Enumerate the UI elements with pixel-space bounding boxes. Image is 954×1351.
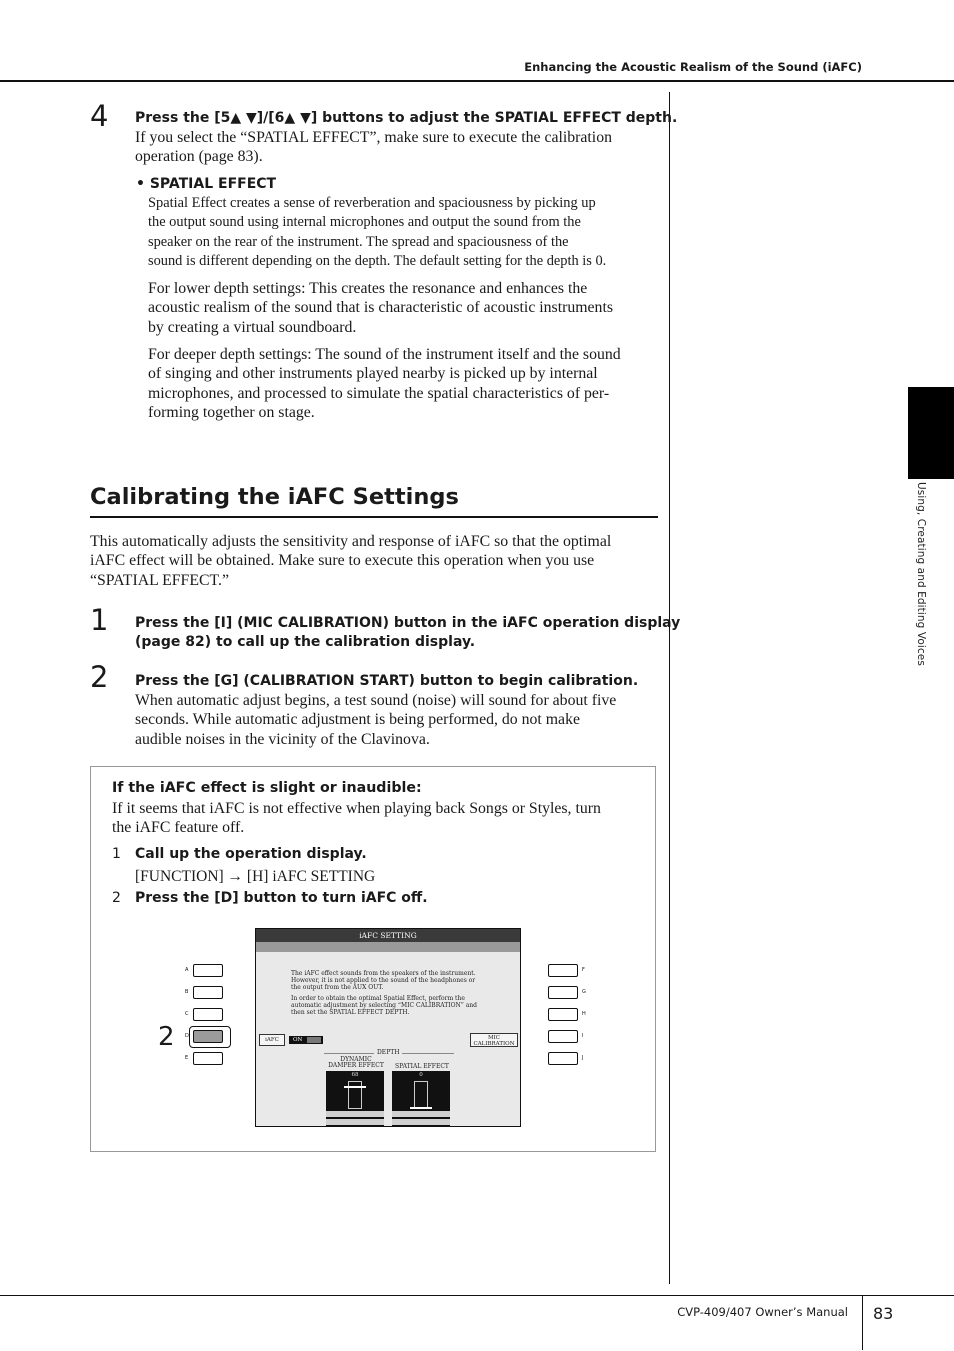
lcd-spatial-label: SPATIAL EFFECT <box>395 1063 449 1070</box>
lcd-line: However, it is not applied to the sound of the headphones or <box>291 977 476 984</box>
panel-button-d[interactable] <box>193 1030 223 1043</box>
spatial-down-arrow <box>392 1119 450 1125</box>
panel-button-f[interactable] <box>548 964 578 977</box>
lcd-line: The iAFC effect sounds from the speakers of the instrument. <box>291 970 476 977</box>
panel-button-c[interactable] <box>193 1008 223 1021</box>
spatial-effect-bullet: • SPATIAL EFFECT <box>136 176 277 192</box>
dynamic-knob <box>344 1086 366 1088</box>
body-line: When automatic adjust begins, a test sound (noise) will sound for about five <box>135 692 617 709</box>
lcd-on-label: ON <box>293 1037 303 1043</box>
lcd-mic-calibration <box>470 1033 518 1047</box>
step-4-number: 4 <box>90 99 109 133</box>
footer-manual-title: CVP-409/407 Owner’s Manual <box>677 1305 848 1319</box>
heading-line: Press the [I] (MIC CALIBRATION) button in the iAFC operation display <box>135 615 681 631</box>
note-sub1-number: 1 <box>112 846 121 862</box>
chapter-label: Using, Creating and Editing Voices <box>915 482 927 666</box>
panel-label-i: I <box>582 1033 584 1039</box>
lcd-iafc-label: iAFC <box>259 1034 285 1046</box>
note-heading: If the iAFC effect is slight or inaudible: <box>112 780 422 796</box>
para-line: microphones, and processed to simulate the spatial characteristics of per- <box>148 384 610 402</box>
step-4-body-line: operation (page 83). <box>135 148 263 166</box>
spatial-para-2 <box>148 279 613 337</box>
note-sub1-text: Call up the operation display. <box>135 846 367 862</box>
lcd-dynamic-label <box>326 1057 386 1069</box>
para-line: the output sound using internal microphones and output the sound from the <box>148 214 581 231</box>
lcd-mic-line: MIC <box>487 1035 500 1041</box>
running-header: Enhancing the Acoustic Realism of the Sound (iAFC) <box>524 60 862 74</box>
para-line: acoustic realism of the sound that is characteristic of acoustic instruments <box>148 299 613 317</box>
panel-label-d: D <box>185 1033 189 1039</box>
para-line: For deeper depth settings: The sound of the instrument itself and the sound <box>148 346 621 363</box>
panel-label-a: A <box>185 967 189 973</box>
para-line: speaker on the rear of the instrument. The spread and spaciousness of the <box>148 233 569 250</box>
note-line: the iAFC feature off. <box>112 819 245 837</box>
lcd-text-2 <box>291 995 477 1016</box>
lcd-band <box>256 942 520 952</box>
lcd-depth-label: DEPTH <box>374 1049 402 1056</box>
section-title: Calibrating the iAFC Settings <box>90 484 459 510</box>
step-4-body-line: If you select the “SPATIAL EFFECT”, make sure to execute the calibration <box>135 129 612 146</box>
lcd-title: iAFC SETTING <box>256 929 520 942</box>
intro-line: This automatically adjusts the sensitivity and response of iAFC so that the optimal <box>90 533 612 550</box>
note-sub2-number: 2 <box>112 890 121 906</box>
header-rule <box>0 80 954 82</box>
note-body <box>112 799 601 838</box>
note-sub2-text: Press the [D] button to turn iAFC off. <box>135 890 428 906</box>
dynamic-damper-slider <box>326 1071 384 1126</box>
spatial-knob <box>410 1107 432 1109</box>
dynamic-value: 68 <box>351 1072 359 1078</box>
section-rule <box>90 516 658 518</box>
lcd-display <box>255 928 521 1127</box>
spatial-para-3 <box>148 345 621 422</box>
step-2-number: 2 <box>90 660 109 694</box>
panel-button-a[interactable] <box>193 964 223 977</box>
panel-label-f: F <box>582 967 585 973</box>
heading-line: (page 82) to call up the calibration display. <box>135 634 476 650</box>
lcd-dyn-line: DAMPER EFFECT <box>328 1062 384 1069</box>
para-line: by creating a virtual soundboard. <box>148 318 357 336</box>
note-sub1-path: [FUNCTION] → [H] iAFC SETTING <box>135 868 376 885</box>
para-line: Spatial Effect creates a sense of reverberation and spaciousness by picking up <box>148 195 596 211</box>
section-intro <box>90 532 611 590</box>
panel-button-b[interactable] <box>193 986 223 999</box>
spatial-effect-slider <box>392 1071 450 1126</box>
panel-label-j: J <box>582 1055 584 1061</box>
lcd-off-slot <box>307 1037 321 1043</box>
spatial-para-1 <box>148 194 606 271</box>
step-2-body <box>135 691 616 749</box>
panel-label-h: H <box>582 1011 586 1017</box>
body-line: audible noises in the vicinity of the Clavinova. <box>135 730 430 748</box>
lcd-text-1 <box>291 970 476 991</box>
panel-label-c: C <box>185 1011 189 1017</box>
dynamic-down-arrow <box>326 1119 384 1125</box>
para-line: sound is different depending on the depth. The default setting for the depth is 0. <box>148 252 607 269</box>
panel-button-h[interactable] <box>548 1008 578 1021</box>
lcd-on-field <box>289 1036 323 1044</box>
para-line: forming together on stage. <box>148 403 315 421</box>
spatial-up-arrow <box>392 1111 450 1117</box>
lcd-line: In order to obtain the optimal Spatial Effect, perform the <box>291 995 465 1002</box>
panel-label-e: E <box>185 1055 189 1061</box>
lcd-dyn-line: DYNAMIC <box>340 1056 372 1063</box>
para-line: of singing and other instruments played nearby is picked up by internal <box>148 365 598 383</box>
step-1-number: 1 <box>90 603 109 637</box>
step-4-heading: Press the [5▲ ▼]/[6▲ ▼] buttons to adjust the SPATIAL EFFECT depth. <box>135 110 678 126</box>
lcd-mic-line: CALIBRATION <box>473 1041 515 1047</box>
lcd-line: automatic adjustment by selecting “MIC CALIBRATION” and <box>291 1002 478 1009</box>
callout-number: 2 <box>158 1022 175 1052</box>
panel-button-g[interactable] <box>548 986 578 999</box>
step-4-body <box>135 128 612 167</box>
step-1-heading <box>135 614 680 652</box>
body-line: seconds. While automatic adjustment is being performed, do not make <box>135 711 580 729</box>
panel-button-e[interactable] <box>193 1052 223 1065</box>
note-line: If it seems that iAFC is not effective when playing back Songs or Styles, turn <box>112 800 601 817</box>
lcd-line: the output from the AUX OUT. <box>291 984 384 991</box>
panel-button-j[interactable] <box>548 1052 578 1065</box>
step-2-heading: Press the [G] (CALIBRATION START) button to begin calibration. <box>135 673 639 689</box>
chapter-tab <box>908 387 954 479</box>
spatial-track <box>414 1081 428 1109</box>
intro-line: iAFC effect will be obtained. Make sure to execute this operation when you use <box>90 552 595 570</box>
page-number: 83 <box>873 1304 894 1323</box>
lcd-line: then set the SPATIAL EFFECT DEPTH. <box>291 1009 410 1016</box>
panel-label-g: G <box>582 989 586 995</box>
para-line: For lower depth settings: This creates the resonance and enhances the <box>148 280 588 297</box>
intro-line: “SPATIAL EFFECT.” <box>90 571 229 589</box>
column-rule <box>669 92 670 1284</box>
spatial-value: 0 <box>419 1072 423 1078</box>
panel-label-b: B <box>185 989 189 995</box>
dynamic-up-arrow <box>326 1111 384 1117</box>
panel-button-i[interactable] <box>548 1030 578 1043</box>
footer-rule <box>0 1295 954 1296</box>
footer-divider <box>862 1296 863 1350</box>
